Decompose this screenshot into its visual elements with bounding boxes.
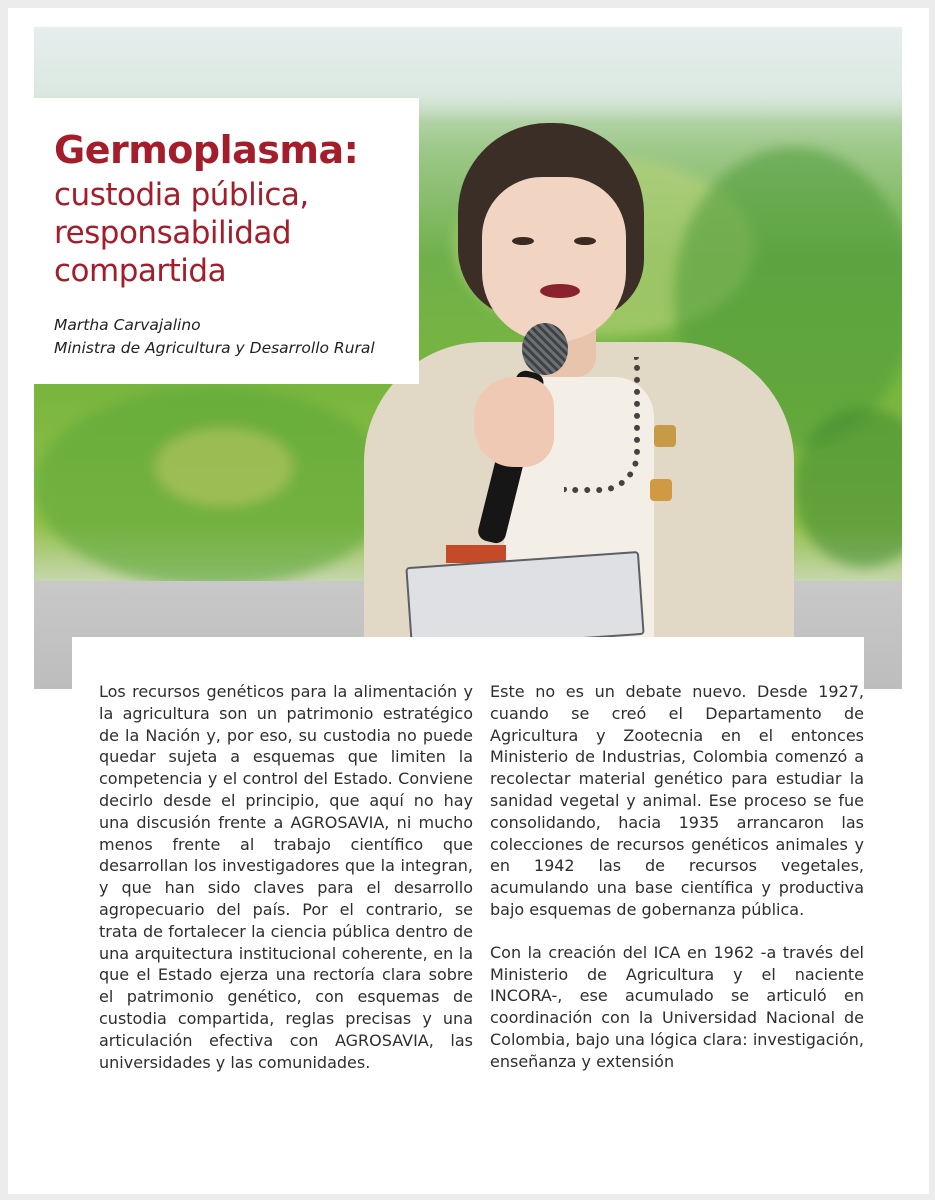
lapel-pin-icon xyxy=(650,479,672,501)
author-name: Martha Carvajalino xyxy=(54,316,201,334)
lapel-pin-icon xyxy=(654,425,676,447)
left-column xyxy=(99,681,473,1094)
necklace xyxy=(564,357,640,493)
paragraph: Con la creación del ICA en 1962 -a través del Ministerio de Agricultura y el naciente INCORA-, ese acumulado se articuló en coordinación con la Universidad Nacional de Colombia, bajo una lógica clara: investigación, enseñanza y extensión xyxy=(490,942,864,1071)
photo-background-foliage xyxy=(154,427,294,507)
right-column xyxy=(490,681,864,1094)
speaker-eye xyxy=(512,237,534,245)
article-subtitle-line: compartida xyxy=(54,253,227,289)
article-subtitle-line: custodia pública, xyxy=(54,177,309,213)
author-role: Ministra de Agricultura y Desarrollo Rural xyxy=(54,339,375,357)
paragraph: Este no es un debate nuevo. Desde 1927, cuando se creó el Departamento de Agricultura y Zootecnia en el entonces Ministerio de Industrias, Colombia comenzó a recolectar material genético para estudiar la sanidad vegetal y animal. Ese proceso se fue consolidando, hacia 1935 arrancaron las colecciones de recursos genéticos animales y en 1942 las de recursos vegetales, acumulando una base científica y productiva bajo esquemas de gobernanza pública. xyxy=(490,682,864,919)
speaker-mouth xyxy=(540,284,580,298)
article-body xyxy=(72,637,864,1107)
speaker-face xyxy=(482,177,626,342)
title-card xyxy=(34,98,419,384)
speaker-hand xyxy=(474,377,554,467)
microphone-icon xyxy=(522,323,568,375)
paragraph: Los recursos genéticos para la alimentación y la agricultura son un patrimonio estratégico de la Nación y, por eso, su custodia no puede quedar sujeta a esquemas que limiten la competencia y el control del Estado. Conviene decirlo desde el principio, que aquí no hay una discusión frente a AGROSAVIA, ni mucho menos frente al trabajo científico que desarrollan los investigadores que la integran, y que han sido claves para el desarrollo agropecuario del país. Por el contrario, se trata de fortalecer la ciencia pública dentro de una arquitectura institucional coherente, en la que el Estado ejerza una rectoría clara sobre el patrimonio genético, con esquemas de custodia compartida, reglas precisas y una articulación efectiva con AGROSAVIA, las universidades y las comunidades. xyxy=(99,682,473,1072)
article-title: Germoplasma: xyxy=(54,128,359,172)
article-subtitle xyxy=(54,176,309,290)
article-subtitle-line: responsabilidad xyxy=(54,215,292,251)
byline xyxy=(54,314,375,360)
speaker-eye xyxy=(574,237,596,245)
